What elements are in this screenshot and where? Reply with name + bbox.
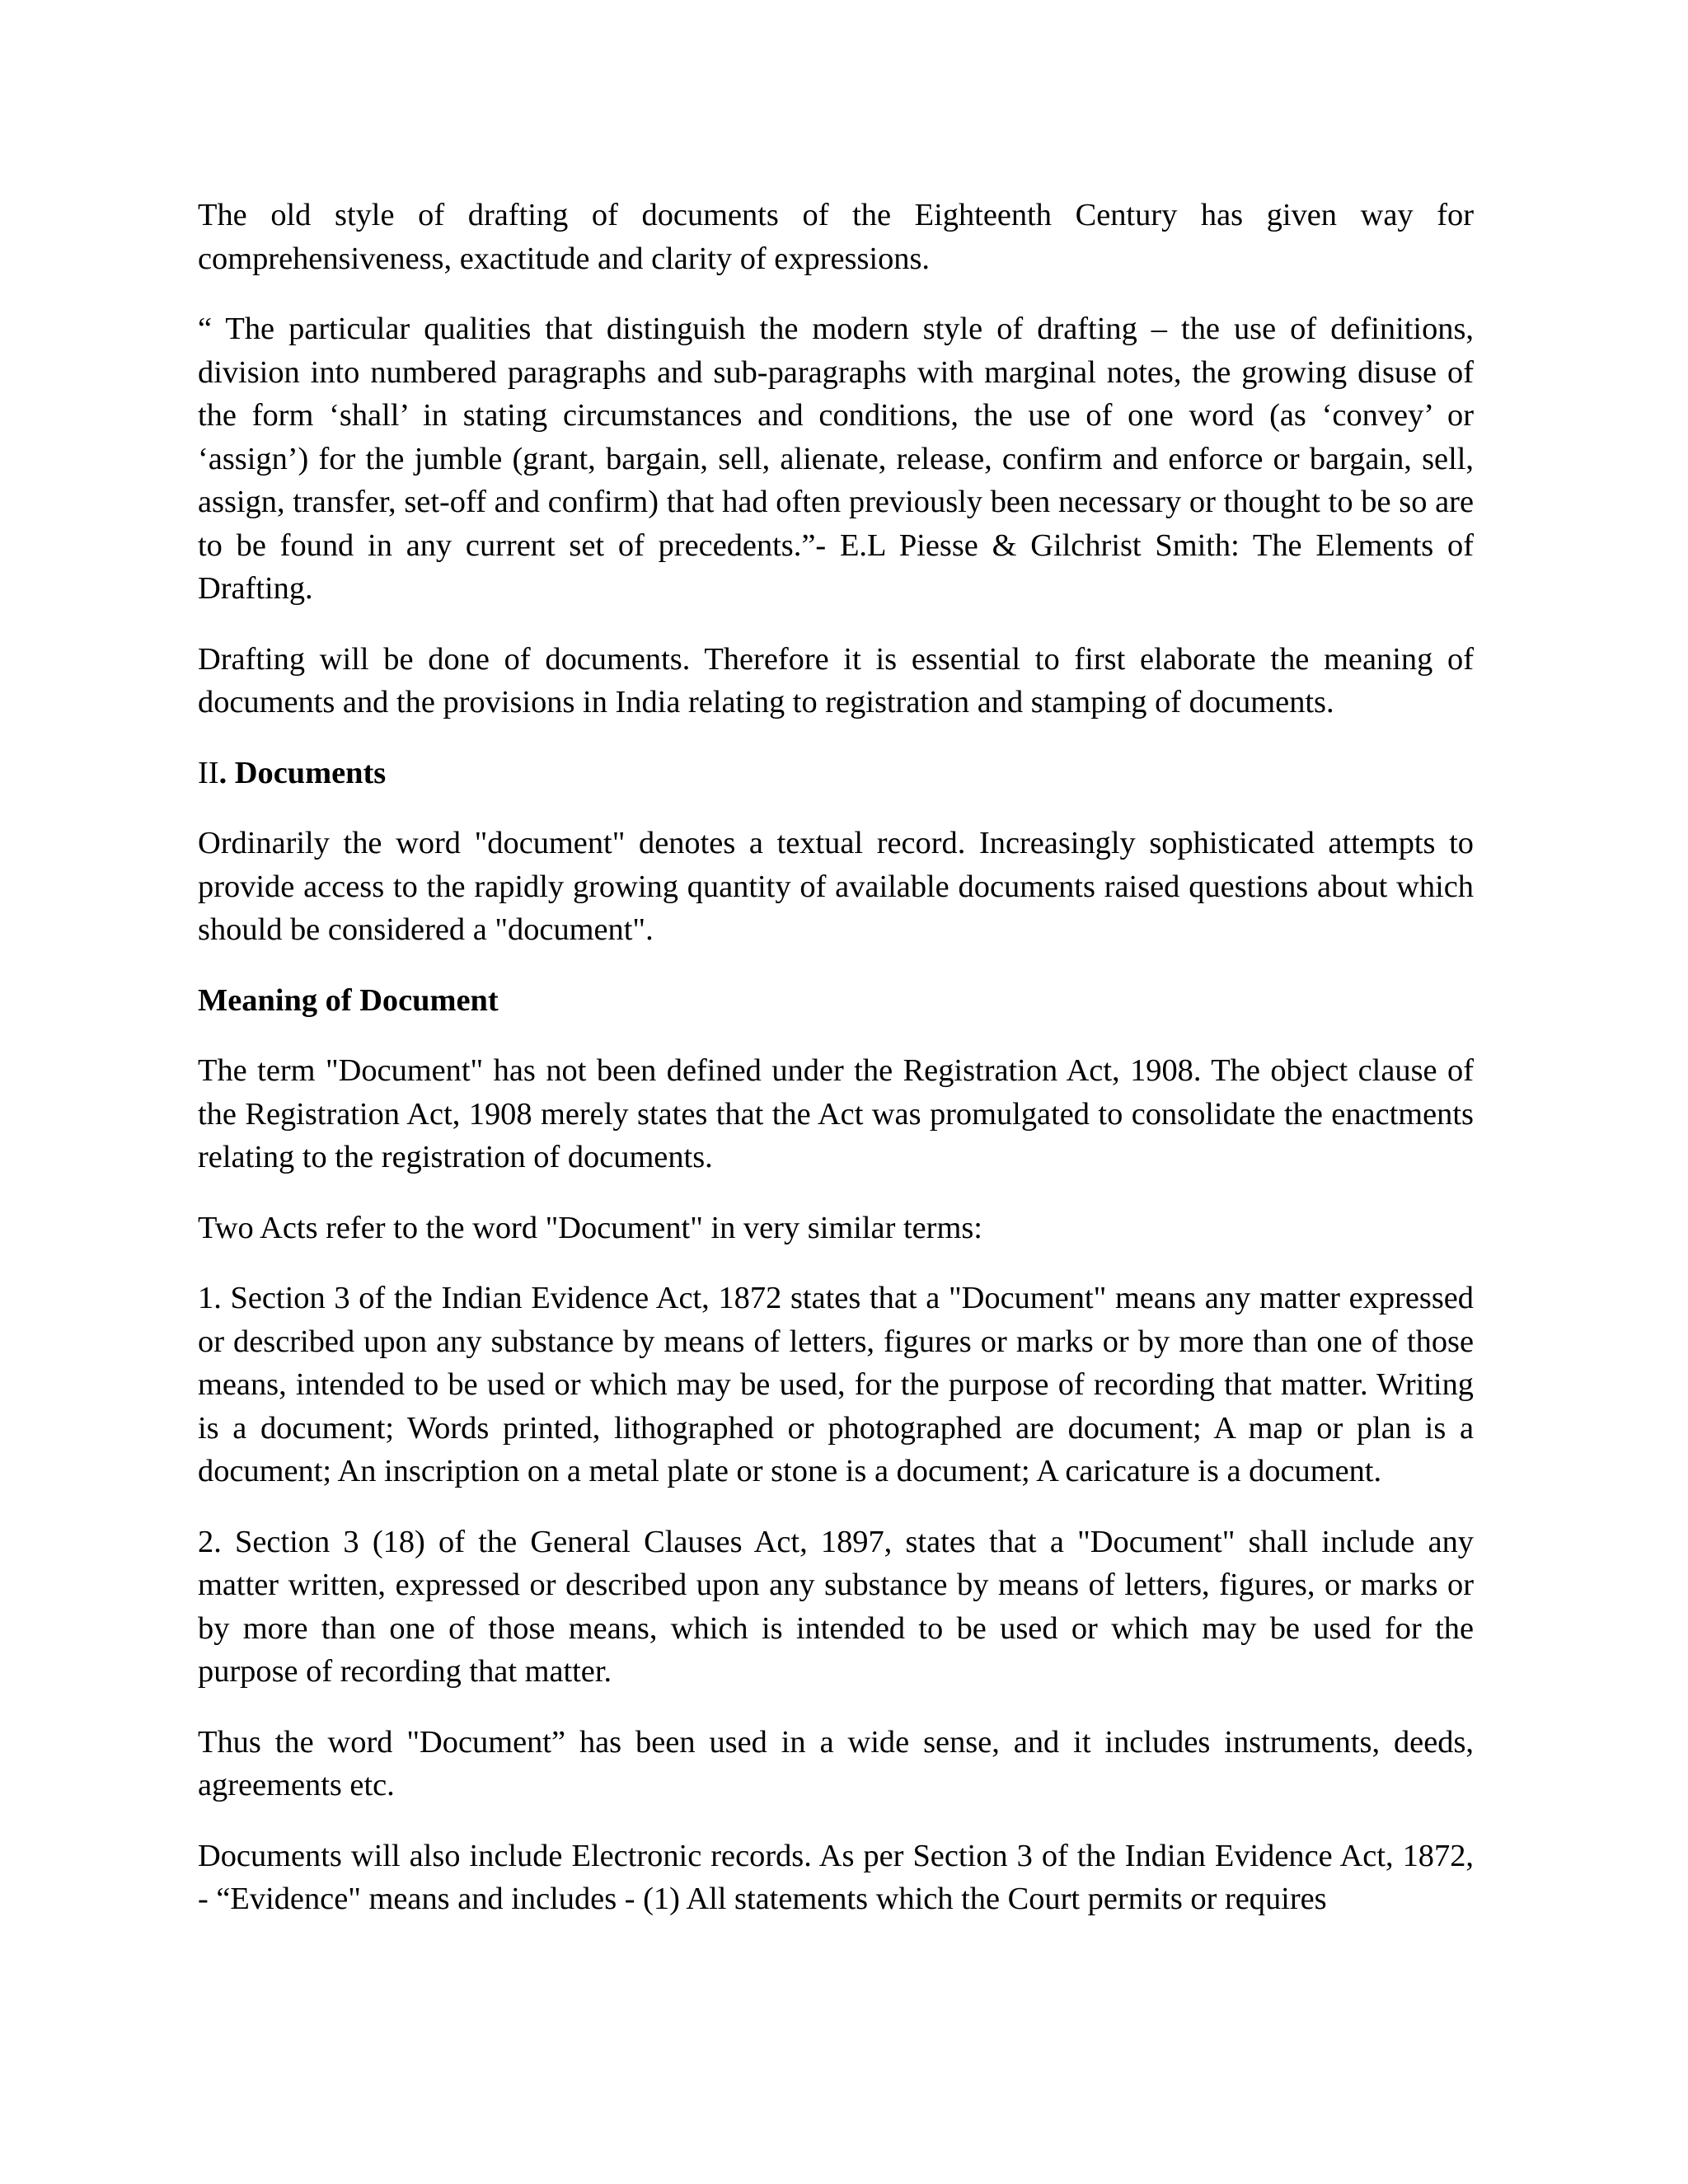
paragraph-drafting-documents: Drafting will be done of documents. Therefore it is essential to first elaborate the meaning of documents and the provisions in India relating to registration and stamping of documents. [198, 641, 1474, 719]
paragraph-documents-intro: Ordinarily the word "document" denotes a textual record. Increasingly sophisticated attempts to provide access to the rapidly growing quantity of available documents raised questions about which should be considered a "document". [198, 826, 1474, 947]
section-numeral: II [198, 755, 219, 790]
paragraph-two-acts: Two Acts refer to the word "Document" in very similar terms: [198, 1210, 982, 1245]
paragraph-registration-act: The term "Document" has not been defined under the Registration Act, 1908. The object clause of the Registration Act, 1908 merely states that the Act was promulgated to consolidate the enactments relating to the registration of documents. [198, 1053, 1474, 1174]
paragraph-electronic-records: Documents will also include Electronic records. As per Section 3 of the Indian Evidence Act, 1872, - “Evidence" means and includes - (1) All statements which the Court permits or requires [198, 1838, 1474, 1916]
list-item-general-clauses-act: 2. Section 3 (18) of the General Clauses Act, 1897, states that a "Document" shall include any matter written, expressed or described upon any substance by means of letters, figures, or marks or by more than one of those means, which is intended to be used or which may be used for the purpose of recording that matter. [198, 1524, 1474, 1689]
document-page [198, 194, 1474, 1948]
paragraph-wide-sense: Thus the word "Document” has been used in a wide sense, and it includes instruments, deeds, agreements etc. [198, 1724, 1474, 1802]
section-title: . Documents [218, 755, 387, 790]
list-item-evidence-act: 1. Section 3 of the Indian Evidence Act, 1872 states that a "Document" means any matter expressed or described upon any substance by means of letters, figures or marks or by more than one of those means, intended to be used or which may be used, for the purpose of recording that matter. Writing is a document; Words printed, lithographed or photographed are document; A map or plan is a document; An inscription on a metal plate or stone is a document; A caricature is a document. [198, 1281, 1474, 1488]
section-heading-documents [198, 752, 1474, 795]
subheading-meaning-of-document: Meaning of Document [198, 982, 499, 1018]
paragraph-quote-modern-drafting: “ The particular qualities that distinguish the modern style of drafting – the use of definitions, division into numbered paragraphs and sub-paragraphs with marginal notes, the growing disuse of the form ‘shall’ in stating circumstances and conditions, the use of one word (as ‘convey’ or ‘assign’) for the jumble (grant, bargain, sell, alienate, release, confirm and enforce or bargain, sell, assign, transfer, set-off and confirm) that had often previously been necessary or thought to be so are to be found in any current set of precedents.”- E.L Piesse & Gilchrist Smith: The Elements of Drafting. [198, 312, 1474, 606]
paragraph-old-style: The old style of drafting of documents of the Eighteenth Century has given way for comprehensiveness, exactitude and clarity of expressions. [198, 198, 1474, 276]
